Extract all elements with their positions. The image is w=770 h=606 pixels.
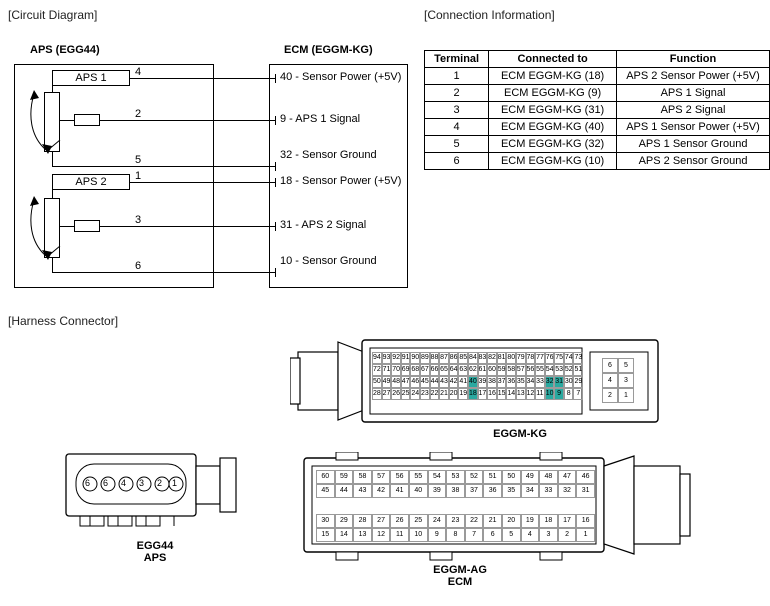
pin-cell: 60 (316, 470, 335, 484)
wire-pin4 (130, 78, 275, 79)
pin-cell: 15 (497, 388, 507, 400)
eggm-ag-connector (290, 452, 710, 602)
left-pin-6: 6 (135, 260, 142, 272)
cell-function: APS 2 Signal (617, 102, 770, 119)
pin-cell: 84 (468, 352, 478, 364)
pin-cell: 71 (382, 364, 392, 376)
pin-cell: 54 (545, 364, 555, 376)
pin-cell: 86 (449, 352, 459, 364)
pin-cell: 15 (316, 528, 335, 542)
eggm-kg-side-row-1 (602, 358, 634, 373)
pin-cell: 13 (353, 528, 372, 542)
pin-cell: 36 (483, 484, 502, 498)
header-connected-to: Connected to (489, 51, 617, 68)
pin-cell: 46 (410, 376, 420, 388)
pin-cell: 14 (506, 388, 516, 400)
eggm-ag-row-4 (316, 528, 595, 542)
pin-cell: 24 (410, 388, 420, 400)
pin-cell: 29 (573, 376, 583, 388)
ecm-connector-title: ECM (EGGM-KG) (284, 44, 373, 56)
eggm-kg-side-row-2 (602, 373, 634, 388)
pin-cell: 20 (449, 388, 459, 400)
wire-pin3 (100, 226, 275, 227)
egg44-pin-4: 4 (121, 478, 127, 488)
egg44-pin-1: 1 (172, 478, 178, 488)
pin-cell: 3 (618, 373, 634, 388)
pin-cell: 72 (372, 364, 382, 376)
pin-cell: 24 (428, 514, 447, 528)
pin-cell: 17 (478, 388, 488, 400)
pin-cell: 2 (558, 528, 577, 542)
table-row (425, 136, 770, 153)
pin-cell: 19 (521, 514, 540, 528)
pin-cell: 44 (335, 484, 354, 498)
eggm-kg-connector (290, 336, 710, 446)
ecm-pin-32: 32 - Sensor Ground (280, 149, 377, 161)
pin-cell: 14 (335, 528, 354, 542)
ecm-tick-18 (275, 178, 276, 187)
cell-function: APS 2 Sensor Ground (617, 153, 770, 170)
egg44-pin-3: 3 (139, 478, 145, 488)
circuit-diagram-title: [Circuit Diagram] (8, 8, 98, 22)
pin-cell: 6 (602, 358, 618, 373)
pin-cell: 9 (554, 388, 564, 400)
egg44-pin-6b: 6 (103, 478, 109, 488)
pin-cell: 47 (558, 470, 577, 484)
pin-cell: 76 (545, 352, 555, 364)
pin-cell: 70 (391, 364, 401, 376)
aps2-arrow-icon (28, 194, 68, 266)
pin-cell: 8 (446, 528, 465, 542)
pin-cell: 21 (439, 388, 449, 400)
pin-cell: 23 (420, 388, 430, 400)
connection-information-table (424, 50, 770, 170)
connection-information-title: [Connection Information] (424, 8, 555, 22)
pin-cell: 7 (573, 388, 583, 400)
pin-cell: 59 (335, 470, 354, 484)
aps1-label: APS 1 (52, 70, 130, 86)
eggm-kg-caption: EGGM-KG (493, 428, 547, 440)
wire-pin1 (130, 182, 275, 183)
wire-pin2 (100, 120, 275, 121)
cell-function: APS 2 Sensor Power (+5V) (617, 68, 770, 85)
egg44-connector-shape (60, 440, 250, 540)
pin-cell: 87 (439, 352, 449, 364)
pin-cell: 19 (458, 388, 468, 400)
pin-cell: 25 (401, 388, 411, 400)
pin-cell: 29 (335, 514, 354, 528)
aps2-bottom-vwire (52, 258, 53, 272)
pin-cell: 40 (409, 484, 428, 498)
aps1-resistor (74, 114, 100, 126)
pin-cell: 26 (391, 388, 401, 400)
pin-cell: 66 (430, 364, 440, 376)
eggm-kg-row-1 (372, 352, 583, 364)
pin-cell: 40 (468, 376, 478, 388)
eggm-kg-row-4 (372, 388, 583, 400)
ecm-tick-10 (275, 268, 276, 277)
pin-cell: 88 (430, 352, 440, 364)
pin-cell: 83 (478, 352, 488, 364)
pin-cell: 28 (353, 514, 372, 528)
eggm-ag-caption-line1: EGGM-AG (433, 564, 487, 576)
table-row (425, 85, 770, 102)
pin-cell: 59 (497, 364, 507, 376)
eggm-ag-row-2 (316, 484, 595, 498)
eggm-ag-pin-grid-bottom (316, 514, 595, 542)
eggm-kg-row-2 (372, 364, 583, 376)
pin-cell: 67 (420, 364, 430, 376)
aps-connector-title: APS (EGG44) (30, 44, 100, 56)
pin-cell: 16 (576, 514, 595, 528)
pin-cell: 90 (410, 352, 420, 364)
pin-cell: 48 (391, 376, 401, 388)
pin-cell: 55 (409, 470, 428, 484)
pin-cell: 12 (526, 388, 536, 400)
pin-cell: 56 (526, 364, 536, 376)
pin-cell: 85 (458, 352, 468, 364)
aps1-top-vwire (52, 78, 53, 92)
aps1-arrow-icon (28, 88, 68, 160)
pin-cell: 58 (506, 364, 516, 376)
pin-cell: 38 (487, 376, 497, 388)
pin-cell: 27 (382, 388, 392, 400)
eggm-kg-side-grid (602, 358, 634, 403)
cell-connected-to: ECM EGGM-KG (32) (489, 136, 617, 153)
pin-cell: 49 (521, 470, 540, 484)
circuit-diagram (14, 44, 408, 288)
pin-cell: 51 (483, 470, 502, 484)
cell-connected-to: ECM EGGM-KG (9) (489, 85, 617, 102)
pin-cell: 20 (502, 514, 521, 528)
header-function: Function (617, 51, 770, 68)
ecm-tick-31 (275, 222, 276, 231)
pin-cell: 37 (465, 484, 484, 498)
cell-terminal: 4 (425, 119, 489, 136)
pin-cell: 53 (554, 364, 564, 376)
pin-cell: 62 (468, 364, 478, 376)
pin-cell: 5 (618, 358, 634, 373)
pin-cell: 94 (372, 352, 382, 364)
pin-cell: 30 (316, 514, 335, 528)
pin-cell: 3 (539, 528, 558, 542)
table-row (425, 68, 770, 85)
pin-cell: 80 (506, 352, 516, 364)
pin-cell: 43 (439, 376, 449, 388)
pin-cell: 26 (390, 514, 409, 528)
cell-function: APS 1 Sensor Ground (617, 136, 770, 153)
pin-cell: 52 (564, 364, 574, 376)
pin-cell: 93 (382, 352, 392, 364)
pin-cell: 1 (576, 528, 595, 542)
pin-cell: 39 (428, 484, 447, 498)
pin-cell: 60 (487, 364, 497, 376)
pin-cell: 18 (468, 388, 478, 400)
wire-pin6 (52, 272, 275, 273)
table-row (425, 102, 770, 119)
aps2-res-wire-left (60, 226, 74, 227)
cell-function: APS 1 Sensor Power (+5V) (617, 119, 770, 136)
cell-terminal: 6 (425, 153, 489, 170)
aps2-top-vwire (52, 182, 53, 198)
pin-cell: 58 (353, 470, 372, 484)
cell-connected-to: ECM EGGM-KG (40) (489, 119, 617, 136)
ecm-tick-40 (275, 74, 276, 83)
pin-cell: 27 (372, 514, 391, 528)
pin-cell: 33 (535, 376, 545, 388)
pin-cell: 4 (521, 528, 540, 542)
pin-cell: 91 (401, 352, 411, 364)
pin-cell: 32 (545, 376, 555, 388)
pin-cell: 63 (458, 364, 468, 376)
pin-cell: 22 (430, 388, 440, 400)
pin-cell: 42 (449, 376, 459, 388)
pin-cell: 6 (483, 528, 502, 542)
egg44-pin-2: 2 (157, 478, 163, 488)
wire-pin5 (52, 166, 275, 167)
table-header-row (425, 51, 770, 68)
pin-cell: 69 (401, 364, 411, 376)
pin-cell: 25 (409, 514, 428, 528)
pin-cell: 57 (516, 364, 526, 376)
pin-cell: 64 (449, 364, 459, 376)
pin-cell: 92 (391, 352, 401, 364)
pin-cell: 47 (401, 376, 411, 388)
pin-cell: 45 (420, 376, 430, 388)
pin-cell: 48 (539, 470, 558, 484)
pin-cell: 51 (573, 364, 583, 376)
pin-cell: 2 (602, 388, 618, 403)
pin-cell: 8 (564, 388, 574, 400)
eggm-kg-side-row-3 (602, 388, 634, 403)
ecm-pin-18: 18 - Sensor Power (+5V) (280, 175, 402, 187)
left-pin-1: 1 (135, 170, 142, 182)
pin-cell: 55 (535, 364, 545, 376)
pin-cell: 10 (545, 388, 555, 400)
pin-cell: 45 (316, 484, 335, 498)
eggm-ag-caption-line2: ECM (447, 576, 473, 588)
pin-cell: 36 (506, 376, 516, 388)
pin-cell: 31 (554, 376, 564, 388)
aps2-resistor (74, 220, 100, 232)
pin-cell: 31 (576, 484, 595, 498)
pin-cell: 37 (497, 376, 507, 388)
pin-cell: 32 (558, 484, 577, 498)
cell-connected-to: ECM EGGM-KG (10) (489, 153, 617, 170)
pin-cell: 42 (372, 484, 391, 498)
pin-cell: 34 (521, 484, 540, 498)
aps1-bottom-vwire (52, 152, 53, 166)
pin-cell: 89 (420, 352, 430, 364)
pin-cell: 35 (516, 376, 526, 388)
pin-cell: 16 (487, 388, 497, 400)
pin-cell: 53 (446, 470, 465, 484)
pin-cell: 50 (502, 470, 521, 484)
pin-cell: 41 (458, 376, 468, 388)
pin-cell: 79 (516, 352, 526, 364)
pin-cell: 9 (428, 528, 447, 542)
ecm-pin-31: 31 - APS 2 Signal (280, 219, 367, 231)
pin-cell: 21 (483, 514, 502, 528)
eggm-kg-pin-grid (372, 352, 583, 400)
pin-cell: 50 (372, 376, 382, 388)
pin-cell: 10 (409, 528, 428, 542)
pin-cell: 46 (576, 470, 595, 484)
pin-cell: 13 (516, 388, 526, 400)
egg44-caption-line2: APS (143, 552, 167, 564)
cell-terminal: 1 (425, 68, 489, 85)
left-pin-5: 5 (135, 154, 142, 166)
pin-cell: 44 (430, 376, 440, 388)
pin-cell: 61 (478, 364, 488, 376)
table-row (425, 153, 770, 170)
eggm-ag-connector-shape (290, 452, 710, 562)
pin-cell: 28 (372, 388, 382, 400)
eggm-ag-row-3 (316, 514, 595, 528)
ecm-tick-32 (275, 162, 276, 171)
pin-cell: 12 (372, 528, 391, 542)
pin-cell: 34 (526, 376, 536, 388)
cell-terminal: 3 (425, 102, 489, 119)
harness-connector-title: [Harness Connector] (8, 314, 119, 328)
aps2-label: APS 2 (52, 174, 130, 190)
pin-cell: 77 (535, 352, 545, 364)
pin-cell: 49 (382, 376, 392, 388)
pin-cell: 73 (573, 352, 583, 364)
ecm-tick-9 (275, 116, 276, 125)
pin-cell: 52 (465, 470, 484, 484)
left-pin-3: 3 (135, 214, 142, 226)
cell-function: APS 1 Signal (617, 85, 770, 102)
egg44-connector (60, 440, 250, 564)
egg44-pin-6a: 6 (85, 478, 91, 488)
pin-cell: 57 (372, 470, 391, 484)
eggm-ag-pin-grid-top (316, 470, 595, 498)
pin-cell: 30 (564, 376, 574, 388)
pin-cell: 54 (428, 470, 447, 484)
pin-cell: 81 (497, 352, 507, 364)
pin-cell: 43 (353, 484, 372, 498)
pin-cell: 74 (564, 352, 574, 364)
pin-cell: 82 (487, 352, 497, 364)
ecm-pin-10: 10 - Sensor Ground (280, 255, 377, 267)
pin-cell: 41 (390, 484, 409, 498)
pin-cell: 68 (410, 364, 420, 376)
pin-cell: 18 (539, 514, 558, 528)
pin-cell: 33 (539, 484, 558, 498)
pin-cell: 4 (602, 373, 618, 388)
eggm-kg-row-3 (372, 376, 583, 388)
cell-terminal: 5 (425, 136, 489, 153)
ecm-pin-40: 40 - Sensor Power (+5V) (280, 71, 402, 83)
pin-cell: 38 (446, 484, 465, 498)
cell-connected-to: ECM EGGM-KG (31) (489, 102, 617, 119)
left-pin-2: 2 (135, 108, 142, 120)
pin-cell: 7 (465, 528, 484, 542)
pin-cell: 78 (526, 352, 536, 364)
cell-terminal: 2 (425, 85, 489, 102)
pin-cell: 56 (390, 470, 409, 484)
pin-cell: 23 (446, 514, 465, 528)
pin-cell: 39 (478, 376, 488, 388)
pin-cell: 5 (502, 528, 521, 542)
cell-connected-to: ECM EGGM-KG (18) (489, 68, 617, 85)
pin-cell: 17 (558, 514, 577, 528)
aps1-res-wire-left (60, 120, 74, 121)
header-terminal: Terminal (425, 51, 489, 68)
table-row (425, 119, 770, 136)
pin-cell: 22 (465, 514, 484, 528)
left-pin-4: 4 (135, 66, 142, 78)
pin-cell: 11 (390, 528, 409, 542)
pin-cell: 1 (618, 388, 634, 403)
pin-cell: 11 (535, 388, 545, 400)
egg44-caption-line1: EGG44 (136, 540, 174, 552)
pin-cell: 75 (554, 352, 564, 364)
eggm-ag-row-1 (316, 470, 595, 484)
ecm-pin-9: 9 - APS 1 Signal (280, 113, 361, 125)
pin-cell: 35 (502, 484, 521, 498)
pin-cell: 65 (439, 364, 449, 376)
